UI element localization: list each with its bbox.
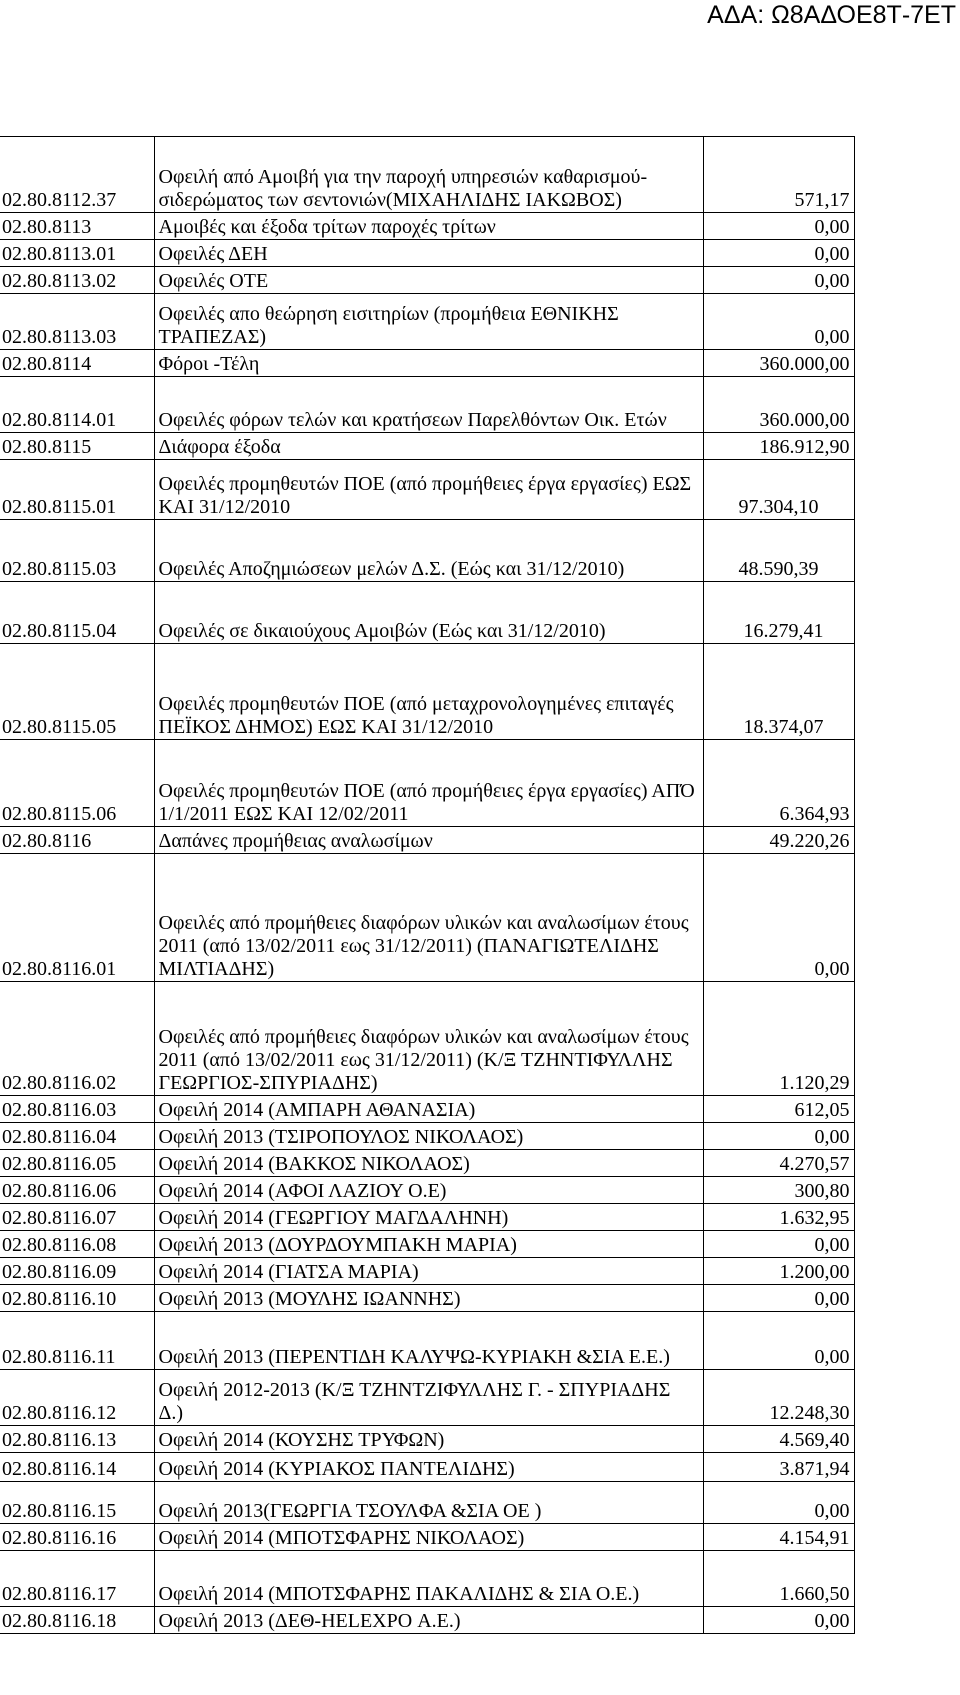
table-row <box>0 1426 854 1453</box>
ada-code: ΑΔΑ: Ω8ΑΔΟΕ8Τ-7ΕΤ <box>707 1 956 29</box>
row-code: 02.80.8115.01 <box>0 460 154 520</box>
table-row <box>0 433 854 460</box>
row-description: Οφειλή 2012-2013 (Κ/Ξ ΤΖΗΝΤΖΙΦΥΛΛΗΣ Γ. - ΣΠΥΡΙΑΔΗΣ Δ.) <box>154 1370 703 1426</box>
row-description: Οφειλή 2014 (ΓΙΑΤΣΑ ΜΑΡΙΑ) <box>154 1258 703 1285</box>
row-amount: 49.220,26 <box>703 827 854 854</box>
row-description: Οφειλή 2014 (ΑΜΠΑΡΗ ΑΘΑΝΑΣΙΑ) <box>154 1096 703 1123</box>
row-description: Οφειλές Αποζημιώσεων μελών Δ.Σ. (Εώς και 31/12/2010) <box>154 520 703 582</box>
table-row <box>0 1482 854 1524</box>
table-row <box>0 1312 854 1370</box>
row-description: Οφειλή 2013(ΓΕΩΡΓΙΑ ΤΣΟΥΛΦΑ &ΣΙΑ ΟΕ ) <box>154 1482 703 1524</box>
row-amount: 4.270,57 <box>703 1150 854 1177</box>
table-row <box>0 267 854 294</box>
row-description: Οφειλές προμηθευτών ΠΟΕ (από μεταχρονολογημένες επιταγές ΠΕΪΚΟΣ ΔΗΜΟΣ) ΕΩΣ ΚΑΙ 31/12/2010 <box>154 644 703 740</box>
row-amount: 0,00 <box>703 213 854 240</box>
row-description: Οφειλή 2013 (ΜΟΥΛΗΣ ΙΩΑΝΝΗΣ) <box>154 1285 703 1312</box>
row-description: Οφειλή 2014 (ΜΠΟΤΣΦΑΡΗΣ ΝΙΚΟΛΑΟΣ) <box>154 1524 703 1551</box>
row-description: Οφειλή 2013 (ΤΣΙΡΟΠΟΥΛΟΣ ΝΙΚΟΛΑΟΣ) <box>154 1123 703 1150</box>
row-description: Οφειλές προμηθευτών ΠΟΕ (από προμήθειες έργα εργασίες) ΑΠΌ 1/1/2011 ΕΩΣ ΚΑΙ 12/02/2011 <box>154 740 703 827</box>
row-code: 02.80.8114 <box>0 350 154 377</box>
row-amount: 360.000,00 <box>703 350 854 377</box>
row-amount: 0,00 <box>703 1482 854 1524</box>
row-amount: 0,00 <box>703 240 854 267</box>
row-code: 02.80.8116.16 <box>0 1524 154 1551</box>
row-code: 02.80.8116 <box>0 827 154 854</box>
table-row <box>0 350 854 377</box>
table-row <box>0 1551 854 1607</box>
row-amount: 0,00 <box>703 1231 854 1258</box>
row-code: 02.80.8116.07 <box>0 1204 154 1231</box>
table-row <box>0 1177 854 1204</box>
table-row <box>0 213 854 240</box>
row-amount: 186.912,90 <box>703 433 854 460</box>
table-row <box>0 1258 854 1285</box>
row-code: 02.80.8116.17 <box>0 1551 154 1607</box>
table-row <box>0 240 854 267</box>
row-amount: 0,00 <box>703 294 854 350</box>
row-description: Οφειλές απο θεώρηση εισιτηρίων (προμήθεια ΕΘΝΙΚΗΣ ΤΡΑΠΕΖΑΣ) <box>154 294 703 350</box>
row-amount: 18.374,07 <box>703 644 854 740</box>
table-row <box>0 294 854 350</box>
row-description: Οφειλές ΔΕΗ <box>154 240 703 267</box>
table-row <box>0 982 854 1096</box>
table-row <box>0 854 854 982</box>
row-description: Οφειλή 2014 (ΒΑΚΚΟΣ ΝΙΚΟΛΑΟΣ) <box>154 1150 703 1177</box>
table-row <box>0 644 854 740</box>
row-code: 02.80.8115.05 <box>0 644 154 740</box>
row-amount: 4.154,91 <box>703 1524 854 1551</box>
row-code: 02.80.8116.15 <box>0 1482 154 1524</box>
row-code: 02.80.8116.11 <box>0 1312 154 1370</box>
row-amount: 0,00 <box>703 1607 854 1634</box>
table-row <box>0 1204 854 1231</box>
row-code: 02.80.8113.01 <box>0 240 154 267</box>
row-code: 02.80.8116.12 <box>0 1370 154 1426</box>
row-amount: 0,00 <box>703 1312 854 1370</box>
row-description: Οφειλή 2013 (ΔΕΘ-HELEXPO Α.Ε.) <box>154 1607 703 1634</box>
row-description: Οφειλές προμηθευτών ΠΟΕ (από προμήθειες έργα εργασίες) ΕΩΣ ΚΑΙ 31/12/2010 <box>154 460 703 520</box>
row-code: 02.80.8116.10 <box>0 1285 154 1312</box>
row-description: Οφειλή 2014 (ΚΟΥΣΗΣ ΤΡΥΦΩΝ) <box>154 1426 703 1453</box>
row-amount: 300,80 <box>703 1177 854 1204</box>
row-code: 02.80.8116.03 <box>0 1096 154 1123</box>
table-row <box>0 1370 854 1426</box>
table-row <box>0 1123 854 1150</box>
row-code: 02.80.8116.06 <box>0 1177 154 1204</box>
row-amount: 571,17 <box>703 137 854 213</box>
row-code: 02.80.8113.03 <box>0 294 154 350</box>
row-description: Διάφορα έξοδα <box>154 433 703 460</box>
row-amount: 6.364,93 <box>703 740 854 827</box>
row-code: 02.80.8116.02 <box>0 982 154 1096</box>
row-amount: 97.304,10 <box>703 460 854 520</box>
table-row <box>0 1524 854 1551</box>
row-amount: 1.660,50 <box>703 1551 854 1607</box>
table-row <box>0 137 854 213</box>
row-code: 02.80.8116.13 <box>0 1426 154 1453</box>
row-description: Οφειλή 2013 (ΔΟΥΡΔΟΥΜΠΑΚΗ ΜΑΡΙΑ) <box>154 1231 703 1258</box>
row-code: 02.80.8115.04 <box>0 582 154 644</box>
budget-table <box>0 136 855 1634</box>
row-description: Οφειλή 2013 (ΠΕΡΕΝΤΙΔΗ ΚΑΛΥΨΩ-ΚΥΡΙΑΚΗ &ΣΙΑ Ε.Ε.) <box>154 1312 703 1370</box>
row-code: 02.80.8113 <box>0 213 154 240</box>
row-description: Οφειλή 2014 (ΑΦΟΙ ΛΑΖΙΟΥ Ο.Ε) <box>154 1177 703 1204</box>
table-row <box>0 520 854 582</box>
row-description: Οφειλή 2014 (ΜΠΟΤΣΦΑΡΗΣ ΠΑΚΑΛΙΔΗΣ & ΣΙΑ Ο.Ε.) <box>154 1551 703 1607</box>
row-amount: 360.000,00 <box>703 377 854 433</box>
row-description: Οφειλή από Αμοιβή για την παροχή υπηρεσιών καθαρισμού-σιδερώματος των σεντονιών(ΜΙΧΑΗΛΙΔΗΣ ΙΑΚΩΒΟΣ) <box>154 137 703 213</box>
table-row <box>0 1607 854 1634</box>
row-code: 02.80.8116.08 <box>0 1231 154 1258</box>
row-description: Φόροι -Τέλη <box>154 350 703 377</box>
row-description: Οφειλές ΟΤΕ <box>154 267 703 294</box>
row-amount: 12.248,30 <box>703 1370 854 1426</box>
table-row <box>0 740 854 827</box>
row-code: 02.80.8115.03 <box>0 520 154 582</box>
row-code: 02.80.8115 <box>0 433 154 460</box>
row-description: Οφειλές σε δικαιούχους Αμοιβών (Εώς και 31/12/2010) <box>154 582 703 644</box>
row-amount: 3.871,94 <box>703 1453 854 1482</box>
row-amount: 48.590,39 <box>703 520 854 582</box>
row-code: 02.80.8114.01 <box>0 377 154 433</box>
row-amount: 4.569,40 <box>703 1426 854 1453</box>
row-amount: 612,05 <box>703 1096 854 1123</box>
row-amount: 1.632,95 <box>703 1204 854 1231</box>
table-row <box>0 827 854 854</box>
row-description: Οφειλή 2014 (ΚΥΡΙΑΚΟΣ ΠΑΝΤΕΛΙΔΗΣ) <box>154 1453 703 1482</box>
row-code: 02.80.8112.37 <box>0 137 154 213</box>
table-row <box>0 1453 854 1482</box>
table-row <box>0 377 854 433</box>
row-amount: 1.200,00 <box>703 1258 854 1285</box>
row-amount: 0,00 <box>703 1285 854 1312</box>
table-row <box>0 1150 854 1177</box>
row-code: 02.80.8113.02 <box>0 267 154 294</box>
row-amount: 16.279,41 <box>703 582 854 644</box>
row-description: Οφειλές από προμήθειες διαφόρων υλικών και αναλωσίμων έτους 2011 (από 13/02/2011 εως 31/12/2011) (ΠΑΝΑΓΙΩΤΕΛΙΔΗΣ ΜΙΛΤΙΑΔΗΣ) <box>154 854 703 982</box>
table-row <box>0 582 854 644</box>
row-code: 02.80.8115.06 <box>0 740 154 827</box>
row-code: 02.80.8116.14 <box>0 1453 154 1482</box>
row-code: 02.80.8116.01 <box>0 854 154 982</box>
row-amount: 0,00 <box>703 267 854 294</box>
row-description: Οφειλή 2014 (ΓΕΩΡΓΙΟΥ ΜΑΓΔΑΛΗΝΗ) <box>154 1204 703 1231</box>
table-row <box>0 460 854 520</box>
row-description: Αμοιβές και έξοδα τρίτων παροχές τρίτων <box>154 213 703 240</box>
table-row <box>0 1231 854 1258</box>
row-description: Οφειλές φόρων τελών και κρατήσεων Παρελθόντων Οικ. Ετών <box>154 377 703 433</box>
row-amount: 0,00 <box>703 1123 854 1150</box>
row-code: 02.80.8116.09 <box>0 1258 154 1285</box>
row-code: 02.80.8116.18 <box>0 1607 154 1634</box>
row-amount: 0,00 <box>703 854 854 982</box>
row-amount: 1.120,29 <box>703 982 854 1096</box>
table-row <box>0 1285 854 1312</box>
row-code: 02.80.8116.04 <box>0 1123 154 1150</box>
row-description: Δαπάνες προμήθειας αναλωσίμων <box>154 827 703 854</box>
row-code: 02.80.8116.05 <box>0 1150 154 1177</box>
table-row <box>0 1096 854 1123</box>
row-description: Οφειλές από προμήθειες διαφόρων υλικών και αναλωσίμων έτους 2011 (από 13/02/2011 εως 31/12/2011) (Κ/Ξ ΤΖΗΝΤΙΦΥΛΛΗΣ ΓΕΩΡΓΙΟΣ-ΣΠΥΡΙΑΔΗΣ) <box>154 982 703 1096</box>
